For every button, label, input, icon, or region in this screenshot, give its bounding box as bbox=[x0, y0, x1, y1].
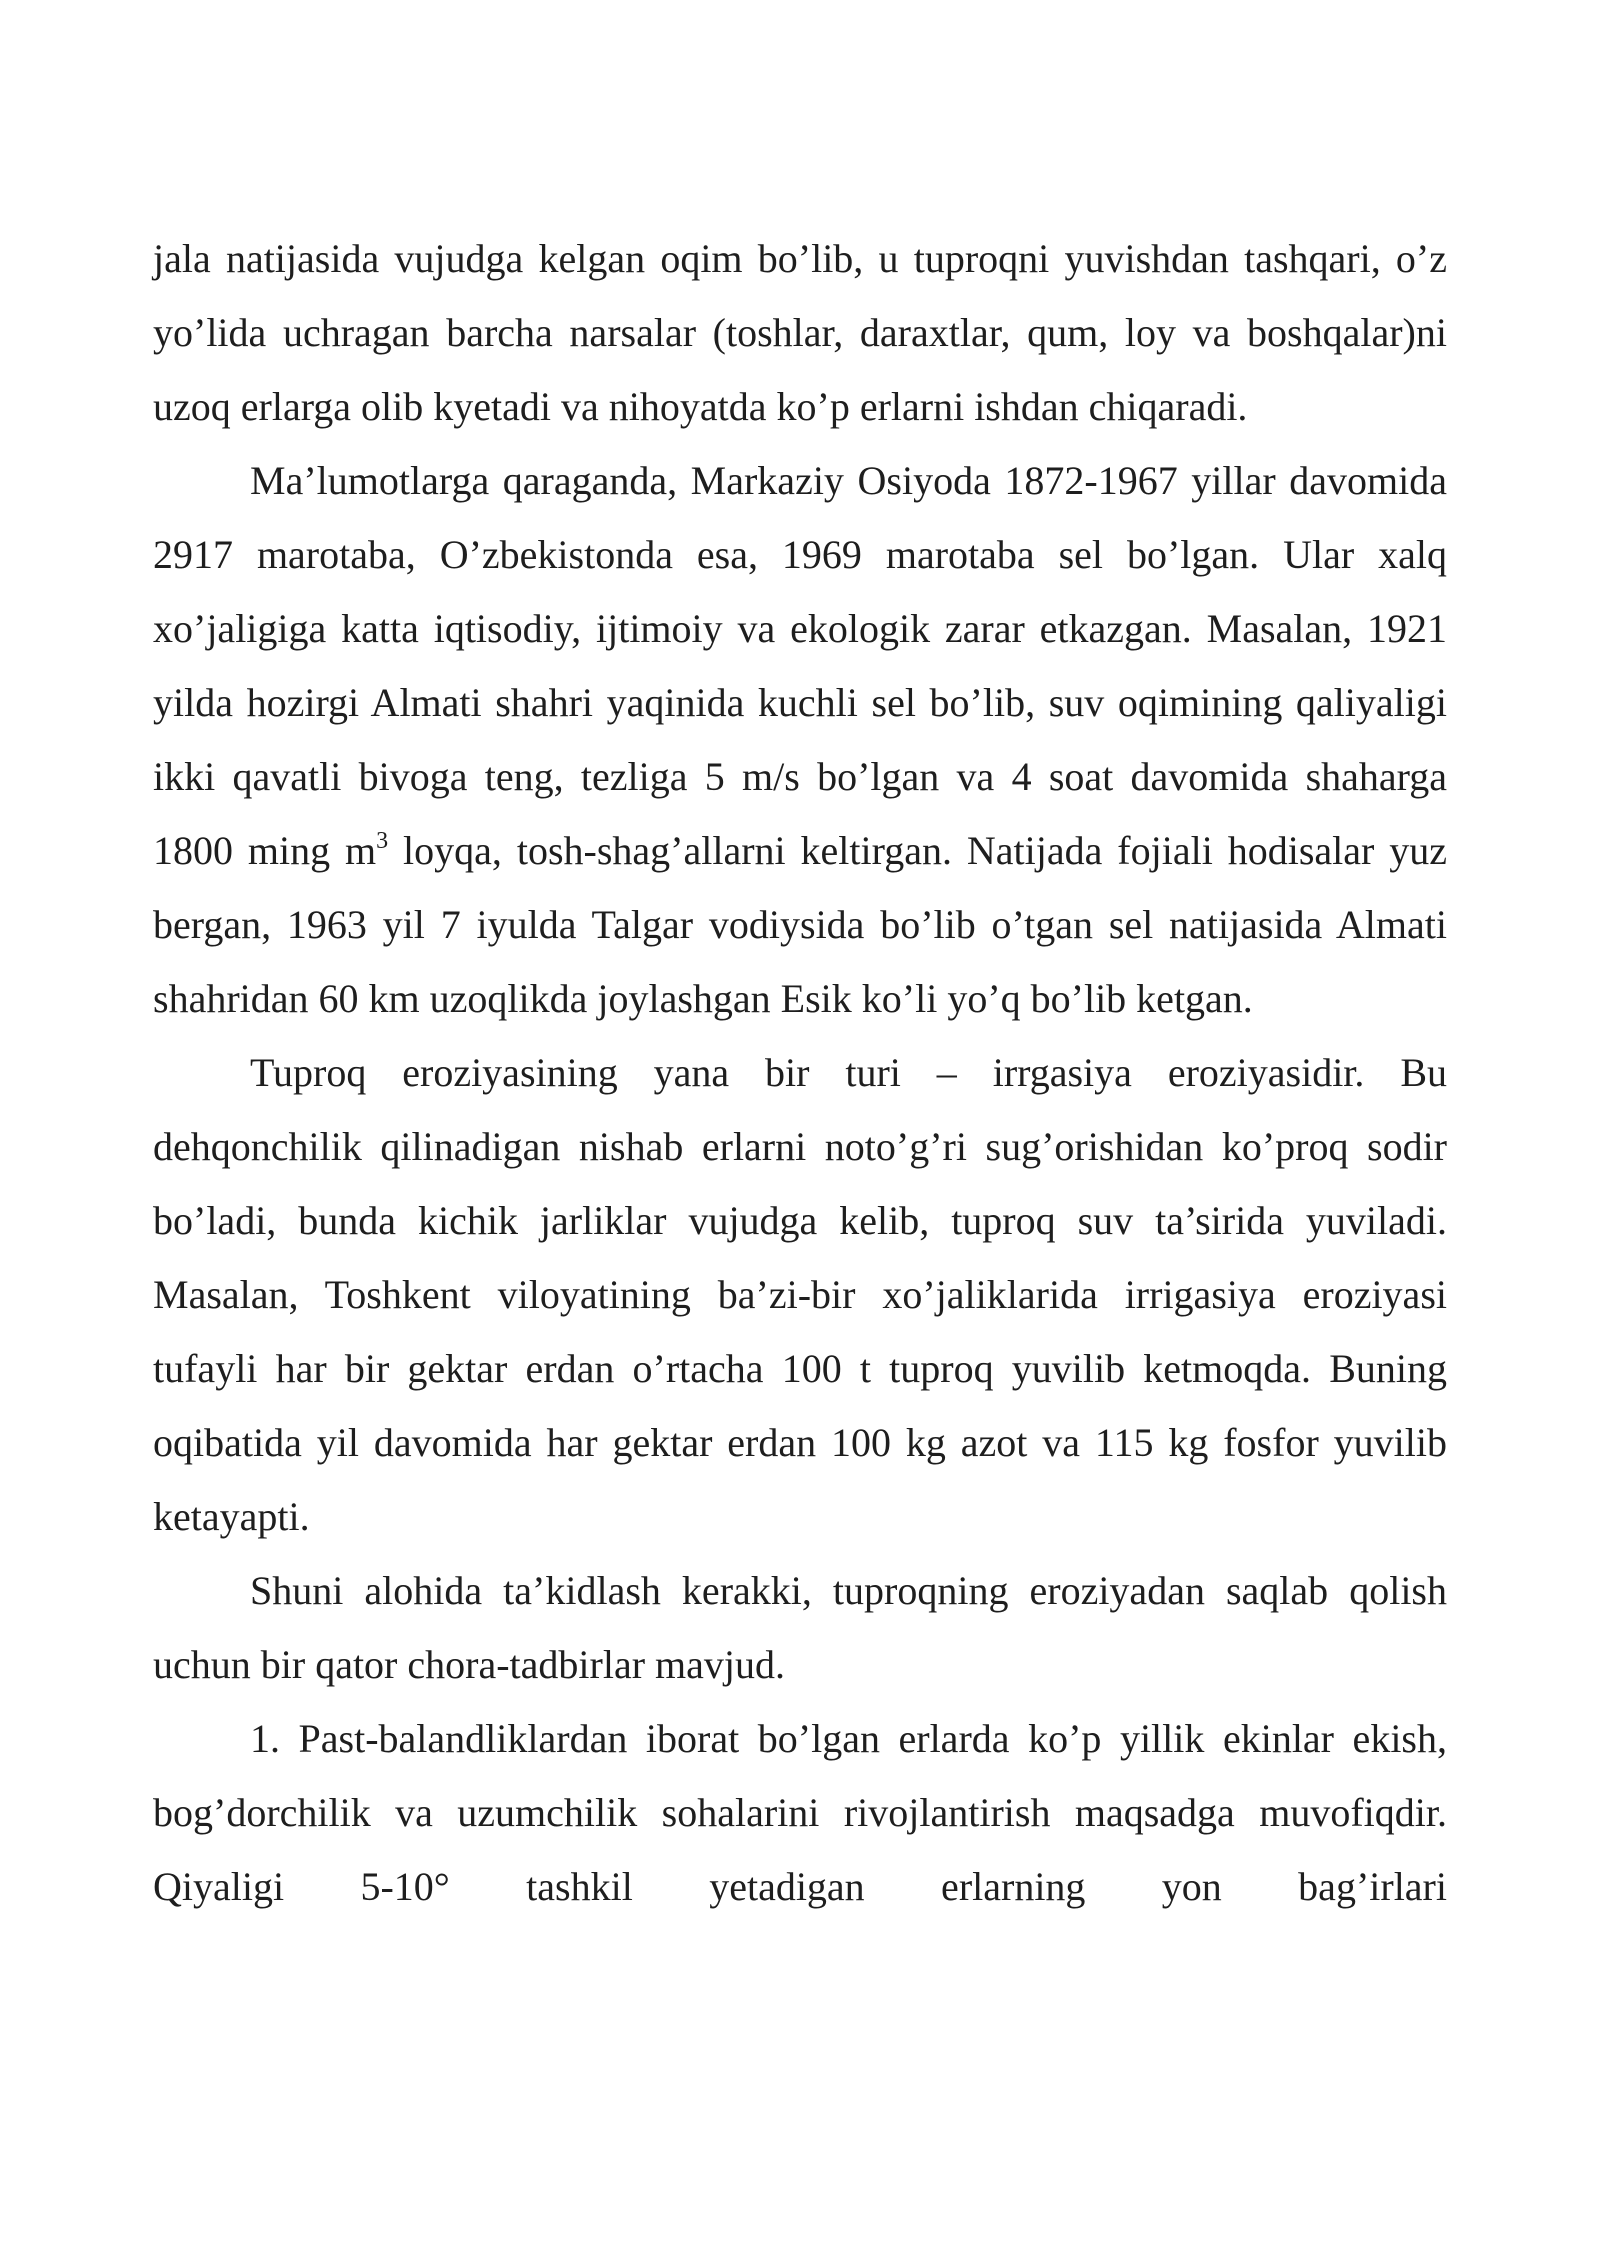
paragraph-text: Tuproq eroziyasining yana bir turi – irrgasiya eroziyasidir. Bu dehqonchilik qilinadigan nishab erlarni noto’g’ri sug’orishidan ko’proq sodir bo’ladi, bunda kichik jarliklar vujudga kelib, tuproq suv ta’sirida yuviladi. Masalan, Toshkent viloyatining ba’zi-bir xo’jaliklarida irrigasiya eroziyasi tufayli har bir gektar erdan o’rtacha 100 t tuproq yuvilib ketmoqda. Buning oqibatida yil davomida har gektar erdan 100 kg azot va 115 kg fosfor yuvilib ketayapti. bbox=[153, 1050, 1447, 1539]
paragraph-text: loyqa, tosh-shag’allarni keltirgan. Natijada fojiali hodisalar yuz bergan, 1963 yil 7 iyulda Talgar vodiysida bo’lib o’tgan sel natijasida Almati shahridan 60 km uzoqlikda joylashgan Esik ko’li yo’q bo’lib ketgan. bbox=[153, 828, 1447, 1021]
paragraph-text: 1. Past-balandliklardan iborat bo’lgan erlarda ko’p yillik ekinlar ekish, bog’dorchilik va uzumchilik sohalarini rivojlantirish maqsadga muvofiqdir. Qiyaligi 5-10° tashkil yetadigan erlarning yon bag’irlari bbox=[153, 1716, 1447, 1909]
paragraph-text: Shuni alohida ta’kidlash kerakki, tuproqning eroziyadan saqlab qolish uchun bir qator chora-tadbirlar mavjud. bbox=[153, 1568, 1447, 1687]
superscript-unit: 3 bbox=[376, 828, 389, 854]
paragraph-irrigation-erosion bbox=[153, 1036, 1447, 1554]
paragraph-text: jala natijasida vujudga kelgan oqim bo’lib, u tuproqni yuvishdan tashqari, o’z yo’lida uchragan barcha narsalar (toshlar, daraxtlar, qum, loy va boshqalar)ni uzoq erlarga olib kyetadi va nihoyatda ko’p erlarni ishdan chiqaradi. bbox=[153, 236, 1447, 429]
body-text bbox=[153, 222, 1447, 1924]
paragraph-text: Ma’lumotlarga qaraganda, Markaziy Osiyoda 1872-1967 yillar davomida 2917 marotaba, O’zbekistonda esa, 1969 marotaba sel bo’lgan. Ular xalq xo’jaligiga katta iqtisodiy, ijtimoiy va ekologik zarar etkazgan. Masalan, 1921 yilda hozirgi Almati shahri yaqinida kuchli sel bo’lib, suv oqimining qaliyaligi ikki qavatli bivoga teng, tezliga 5 m/s bo’lgan va 4 soat davomida shaharga 1800 ming m bbox=[153, 458, 1447, 873]
paragraph-sel-statistics bbox=[153, 444, 1447, 1036]
paragraph-measure-1 bbox=[153, 1702, 1447, 1924]
paragraph-sel-flow bbox=[153, 222, 1447, 444]
paragraph-measures-intro bbox=[153, 1554, 1447, 1702]
